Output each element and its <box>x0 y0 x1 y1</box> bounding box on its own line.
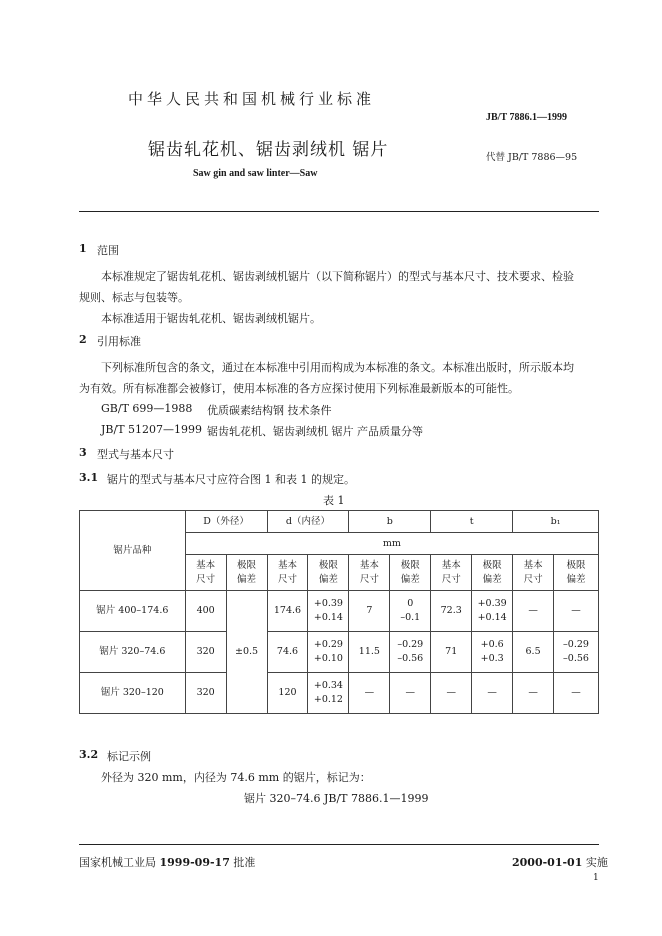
section-2-title: 引用标准 <box>97 335 141 348</box>
column-header: t <box>431 511 513 533</box>
english-title: Saw gin and saw linter—Saw <box>193 168 318 179</box>
section-3-number: 3 <box>79 446 87 459</box>
cell-b1: — <box>513 673 554 714</box>
cell-b1: 6.5 <box>513 632 554 673</box>
section-3-2-title: 标记示例 <box>107 750 151 763</box>
table-caption: 表 1 <box>323 494 345 507</box>
cell-b1: — <box>513 591 554 632</box>
section-3-2-text: 外径为 320 mm，内径为 74.6 mm 的锯片，标记为： <box>101 771 371 784</box>
section-2-paragraph-1: 下列标准所包含的条文，通过在本标准中引用而构成为本标准的条文。本标准出版时，所示版本均 <box>101 361 574 374</box>
cell-d: 174.6 <box>267 591 308 632</box>
section-1-title: 范围 <box>97 244 119 257</box>
footer-rule <box>79 844 599 845</box>
cell-d-tolerance: +0.34 +0.12 <box>308 673 349 714</box>
cell-D-tolerance: ±0.5 <box>226 591 267 714</box>
subheader-tolerance: 极限 偏差 <box>472 555 513 591</box>
cell-D: 400 <box>185 591 226 632</box>
cell-name: 锯片 320–120 <box>80 673 186 714</box>
section-3-2-number: 3.2 <box>79 748 99 761</box>
column-header: b₁ <box>513 511 599 533</box>
reference-code: JB/T 51207—1999 <box>101 423 203 436</box>
section-2-paragraph-1b: 为有效。所有标准都会被修订，使用本标准的各方应探讨使用下列标准最新版本的可能性。 <box>79 382 519 395</box>
cell-b1-tolerance: — <box>554 591 599 632</box>
approver: 国家机械工业局 1999-09-17 批准 <box>79 856 256 869</box>
table-row <box>80 673 599 714</box>
page-number: 1 <box>593 873 599 883</box>
subheader-basic: 基本 尺寸 <box>185 555 226 591</box>
subheader-basic: 基本 尺寸 <box>431 555 472 591</box>
org-title: 中华人民共和国机械行业标准 <box>128 90 376 108</box>
cell-name: 锯片 320–74.6 <box>80 632 186 673</box>
replaces-note: 代替 JB/T 7886—95 <box>486 152 578 163</box>
table-header-row <box>80 511 599 533</box>
cell-b-tolerance: 0 –0.1 <box>390 591 431 632</box>
header-rule <box>79 211 599 212</box>
subheader-basic: 基本 尺寸 <box>513 555 554 591</box>
cell-D: 320 <box>185 632 226 673</box>
column-header: D（外径） <box>185 511 267 533</box>
cell-b: — <box>349 673 390 714</box>
row-header-cell: 锯片品种 <box>80 511 186 591</box>
section-1-number: 1 <box>79 242 87 255</box>
section-3-1-number: 3.1 <box>79 471 99 484</box>
subheader-basic: 基本 尺寸 <box>349 555 390 591</box>
subheader-tolerance: 极限 偏差 <box>226 555 267 591</box>
table-row <box>80 591 599 632</box>
section-1-paragraph-1: 本标准规定了锯齿轧花机、锯齿剥绒机锯片（以下简称锯片）的型式与基本尺寸、技术要求、检验 <box>101 270 574 283</box>
reference-title: 优质碳素结构钢 技术条件 <box>207 404 332 417</box>
cell-b-tolerance: –0.29 –0.56 <box>390 632 431 673</box>
section-3-title: 型式与基本尺寸 <box>97 448 174 461</box>
column-header: b <box>349 511 431 533</box>
section-3-1-text: 锯片的型式与基本尺寸应符合图 1 和表 1 的规定。 <box>107 473 355 486</box>
cell-d: 120 <box>267 673 308 714</box>
cell-t-tolerance: +0.6 +0.3 <box>472 632 513 673</box>
unit-cell: mm <box>185 533 598 555</box>
implementation-date: 2000-01-01 实施 <box>512 856 608 869</box>
cell-d-tolerance: +0.29 +0.10 <box>308 632 349 673</box>
dimension-table <box>79 510 599 714</box>
cell-b: 7 <box>349 591 390 632</box>
standard-number: JB/T 7886.1—1999 <box>486 112 567 123</box>
marking-example: 锯片 320–74.6 JB/T 7886.1—1999 <box>244 792 429 805</box>
cell-D: 320 <box>185 673 226 714</box>
cell-b-tolerance: — <box>390 673 431 714</box>
section-1-paragraph-2: 本标准适用于锯齿轧花机、锯齿剥绒机锯片。 <box>101 312 321 325</box>
cell-b: 11.5 <box>349 632 390 673</box>
section-2-number: 2 <box>79 333 87 346</box>
cell-t: — <box>431 673 472 714</box>
reference-code: GB/T 699—1988 <box>101 402 193 415</box>
subheader-tolerance: 极限 偏差 <box>390 555 431 591</box>
document-title: 锯齿轧花机、锯齿剥绒机 锯片 <box>148 140 389 160</box>
subheader-tolerance: 极限 偏差 <box>554 555 599 591</box>
cell-t-tolerance: — <box>472 673 513 714</box>
cell-t: 72.3 <box>431 591 472 632</box>
cell-d-tolerance: +0.39 +0.14 <box>308 591 349 632</box>
table-row <box>80 632 599 673</box>
section-1-paragraph-1b: 规则、标志与包装等。 <box>79 291 189 304</box>
cell-t: 71 <box>431 632 472 673</box>
cell-b1-tolerance: — <box>554 673 599 714</box>
cell-t-tolerance: +0.39 +0.14 <box>472 591 513 632</box>
column-header: d（内径） <box>267 511 349 533</box>
subheader-basic: 基本 尺寸 <box>267 555 308 591</box>
cell-name: 锯片 400–174.6 <box>80 591 186 632</box>
reference-title: 锯齿轧花机、锯齿剥绒机 锯片 产品质量分等 <box>207 425 423 438</box>
subheader-tolerance: 极限 偏差 <box>308 555 349 591</box>
cell-b1-tolerance: –0.29 –0.56 <box>554 632 599 673</box>
cell-d: 74.6 <box>267 632 308 673</box>
